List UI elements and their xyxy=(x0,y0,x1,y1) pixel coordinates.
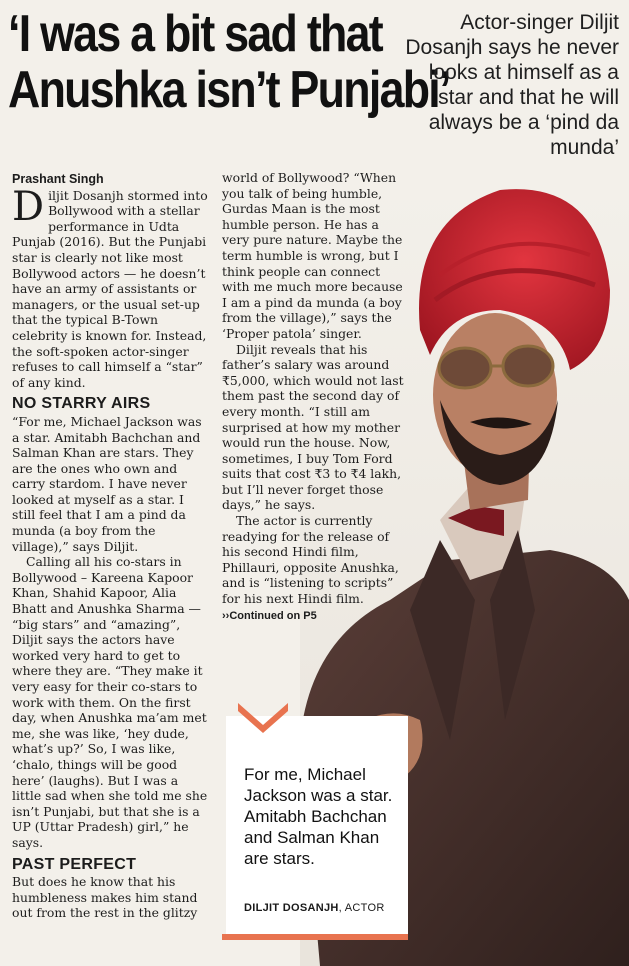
continued-link[interactable]: ››Continued on P5 xyxy=(222,609,317,622)
article-paragraph: world of Bollywood? “When you talk of being humble, Gurdas Maan is the most humble person. He has a very pure nature. Maybe the term humble is wrong, but I think people can connect with me much more because I am a pind da munda (a boy from the village),” says the ‘Proper patola’ singer. xyxy=(222,170,403,341)
drop-cap: D xyxy=(12,183,45,230)
pull-quote-box xyxy=(226,716,408,936)
article-column-2 xyxy=(222,170,406,623)
quote-role: , ACTOR xyxy=(338,902,385,914)
article-paragraph: “For me, Michael Jackson was a star. Amitabh Bachchan and Salman Khan are stars. They are the ones who own and carry stardom. I have never looked at myself as a star. I still feel that I am a pind da munda (a boy from the village),” says Diljit. xyxy=(12,413,202,554)
quote-name: DILJIT DOSANJH xyxy=(244,902,339,914)
accent-rule xyxy=(222,934,408,940)
article-paragraph: Diljit reveals that his father’s salary was around ₹5,000, which would not last them past the second day of every month. “I still am surprised at how my mother would run the house. Now, sometimes, I buy Tom Ford suits that cost ₹3 to ₹4 lakh, but I’ll never forget those days,” he says. xyxy=(222,341,404,513)
article-paragraph xyxy=(12,183,210,391)
byline: Prashant Singh xyxy=(12,172,104,186)
deck-text: Actor-singer Diljit Dosanjh says he never looks at himself as a star and that he will always be a ‘pind da munda’ xyxy=(405,11,619,159)
article-paragraph: Calling all his co-stars in Bollywood – Kareena Kapoor Khan, Shahid Kapoor, Alia Bhatt and Anushka Sharma — “big stars” and “amazing”, Diljit says the actors have worked very hard to get to where they are. “They make it very easy for their co-stars to work with them. On the first day, when Anushka ma’am met me, she was like, ‘hey dude, what’s up?’ So, I was like, ‘chalo, things will be good here’ (laughs). But I was a little sad when she told me she isn’t Punjabi, but that she is a UP (Uttar Pradesh) girl,” he says. xyxy=(12,554,208,850)
pull-quote-attribution xyxy=(244,902,385,914)
article-paragraph: But does he know that his humbleness makes him stand out from the rest in the glitzy xyxy=(12,874,198,921)
subhead-no-starry-airs: NO STARRY AIRS xyxy=(12,395,151,413)
article-column-1 xyxy=(12,172,210,921)
intro-text: iljit Dosanjh stormed into Bollywood with a stellar performance in Udta Punjab (2016). But the Punjabi star is clearly not like most Bollywood actors — he doesn’t have an army of assistants or managers, or the usual set-up that the typical B-Town celebrity is known for. Instead, the soft-spoken actor-singer refuses to call himself a “star” of any kind. xyxy=(12,187,208,390)
subhead-past-perfect: PAST PERFECT xyxy=(12,855,137,873)
pull-quote-text: For me, Michael Jackson was a star. Amitabh Bachchan and Salman Khan are stars. xyxy=(244,765,393,868)
article-paragraph: The actor is currently readying for the release of his second Hindi film, Phillauri, opposite Anushka, and is “listening to scripts” for his next Hindi film. xyxy=(222,513,399,607)
headline-line-1: ‘I was a bit sad that xyxy=(8,5,382,63)
headline xyxy=(8,5,450,119)
headline-line-2: Anushka isn’t Punjabi’ xyxy=(8,61,450,119)
chevron-down-icon xyxy=(238,703,288,733)
